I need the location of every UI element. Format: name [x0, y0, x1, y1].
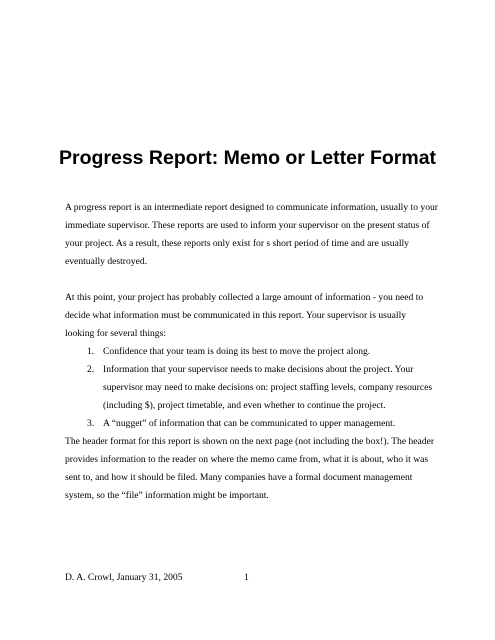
paragraph-line: immediate supervisor. These reports are used to inform your supervisor on the present status of — [65, 220, 430, 231]
list-item-line: supervisor may need to make decisions on: project staffing levels, company resources — [103, 382, 433, 393]
list-item — [65, 361, 485, 415]
paragraph-line: decide what information must be communicated in this report. Your supervisor is usually — [65, 310, 407, 321]
information-paragraph — [65, 289, 485, 343]
list-item-line: Information that your supervisor needs to make decisions about the project. Your — [103, 364, 414, 375]
list-number: 2. — [87, 364, 95, 375]
paragraph-line: system, so the “file” information might be important. — [65, 490, 269, 501]
list-item — [65, 343, 485, 361]
paragraph-line: eventually destroyed. — [65, 256, 148, 267]
list-item-line: A “nugget” of information that can be communicated to upper management. — [103, 418, 396, 429]
paragraph-line: A progress report is an intermediate report designed to communicate information, usually to your — [65, 202, 438, 213]
list-item — [65, 415, 485, 433]
list-item-line: Confidence that your team is doing its best to move the project along. — [103, 346, 371, 357]
paragraph-line: looking for several things: — [65, 328, 166, 339]
list-number: 3. — [87, 418, 95, 429]
list-number: 1. — [87, 346, 95, 357]
paragraph-line: At this point, your project has probably collected a large amount of information - you need to — [65, 292, 424, 303]
paragraph-line: The header format for this report is shown on the next page (not including the box!). The header — [65, 436, 435, 447]
page-title: Progress Report: Memo or Letter Format — [58, 147, 437, 169]
paragraph-line: sent to, and how it should be filed. Many companies have a formal document management — [65, 472, 413, 483]
list-item-line: (including $), project timetable, and even whether to continue the project. — [103, 400, 386, 411]
footer-page-number: 1 — [244, 572, 249, 583]
intro-paragraph — [65, 199, 485, 271]
footer-author-date: D. A. Crowl, January 31, 2005 — [65, 572, 183, 583]
paragraph-line: provides information to the reader on where the memo came from, what it is about, who it was — [65, 454, 429, 465]
header-format-paragraph — [65, 433, 485, 505]
supervisor-needs-list — [65, 343, 485, 433]
paragraph-line: your project. As a result, these reports only exist for s short period of time and are usually — [65, 238, 409, 249]
